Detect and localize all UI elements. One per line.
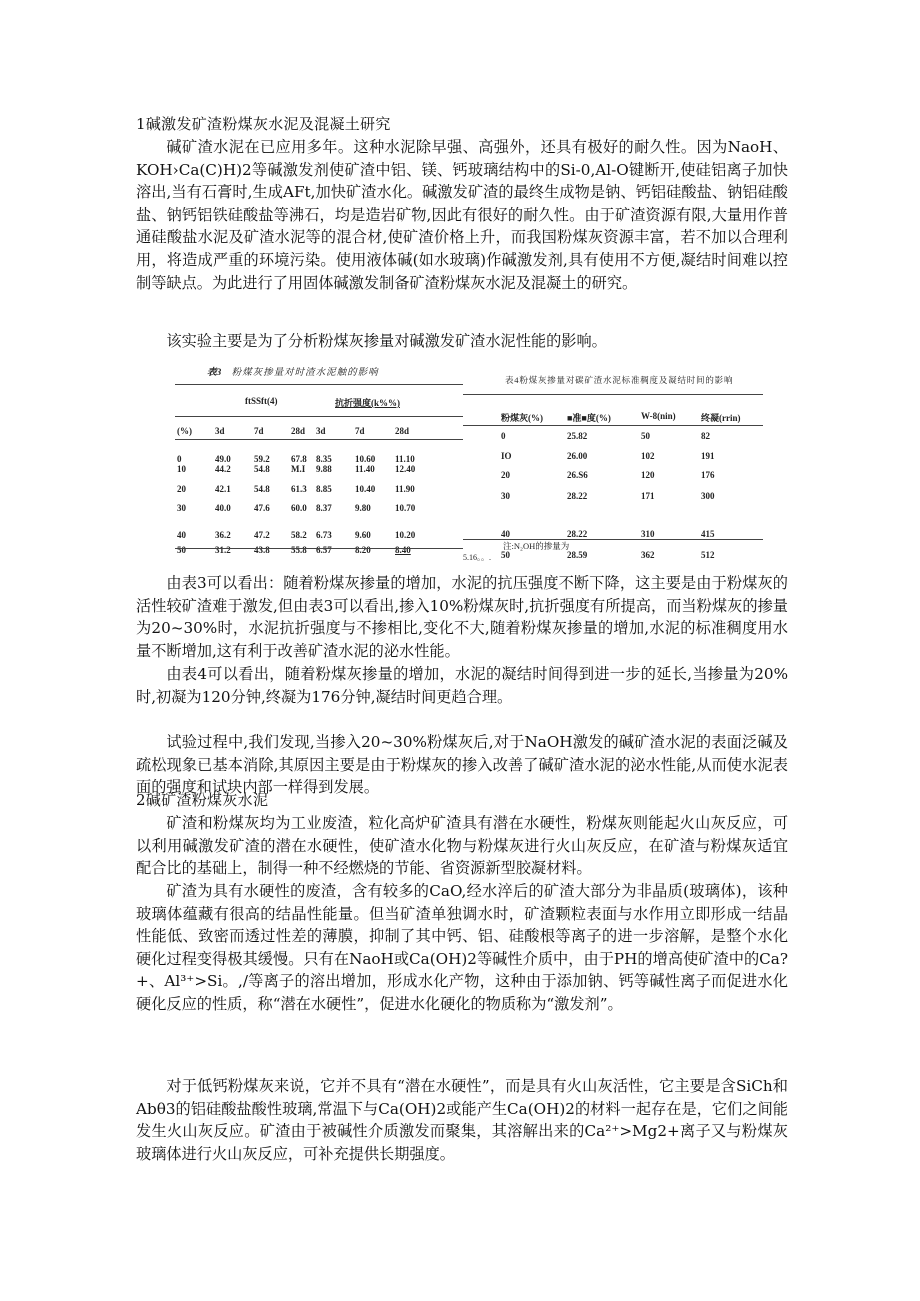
- table4-header-cell: 终凝(rrin): [701, 413, 741, 423]
- table4-cell: 28.22: [567, 491, 588, 501]
- table4-cell: 176: [701, 470, 715, 480]
- table4-header-cell: ■准■度(%): [567, 413, 611, 423]
- table3-cell: 6.73: [316, 530, 332, 540]
- table3-cell: 58.2: [291, 530, 307, 540]
- table3-header-cell: 3d: [316, 426, 326, 436]
- table3-cell: 6.57: [316, 545, 332, 555]
- table3-header-cell: 28d: [395, 426, 410, 436]
- table3-cell: 40: [177, 530, 186, 540]
- table4-cell: 40: [501, 529, 510, 539]
- section-title-1: 1碱激发矿渣粉煤灰水泥及混凝土研究: [136, 115, 391, 133]
- table3-cell: 31.2: [215, 545, 231, 555]
- table3-cell: 59.2: [254, 454, 270, 464]
- table3-cell: 9.88: [316, 464, 332, 474]
- table4-header-cell: 粉煤灰(%): [501, 413, 543, 423]
- table3-cell: 47.2: [254, 530, 270, 540]
- table4-cell: 30: [501, 491, 510, 501]
- table4-cell: 26.S6: [567, 470, 588, 480]
- table3-group-compressive: ftSSft(4): [245, 396, 278, 406]
- table3-header-cell: 7d: [254, 426, 264, 436]
- table4-cell: 28.22: [567, 529, 588, 539]
- table3-cell: 54.8: [254, 464, 270, 474]
- table4-caption: 表4粉煤灰掺量对碳矿渣水泥标准稠度及凝结时间的影响: [505, 375, 734, 385]
- table4-cell: 20: [501, 470, 510, 480]
- table4-cell: 50: [641, 431, 650, 441]
- table3-footnote: 5.16。。.: [463, 553, 491, 562]
- table3-cell: 12.40: [395, 464, 416, 474]
- paragraph-test-observation: 试验过程中,我们发现,当掺入20~30%粉煤灰后,对于NaOH激发的碱矿渣水泥的表面泛碱及疏松现象已基本消除,其原因主要是由于粉煤灰的掺入改善了碱矿渣水泥的泌水性能,从而使水泥表面的强度和试块内部一样得到发展。: [136, 733, 788, 797]
- table3-header-cell: (%): [177, 426, 192, 436]
- table4-cell: 120: [641, 470, 655, 480]
- table3-cell: 54.8: [254, 484, 270, 494]
- table3-cell: 9.60: [355, 530, 371, 540]
- table3-cell: 50: [177, 545, 186, 555]
- table3-cell: 10.70: [395, 503, 416, 513]
- paragraph-pozzolanic: 对于低钙粉煤灰来说，它并不具有“潜在水硬性”，而是具有火山灰活性，它主要是含SiCh和Abθ3的铝硅酸盐酸性玻璃,常温下与Ca(OH)2或能产生Ca(OH)2的材料一起存在是，它们之间能发生火山灰反应。矿渣由于被碱性介质激发而聚集，其溶解出来的Ca²⁺>Mg2+离子又与粉煤灰玻璃体进行火山灰反应，可补充提供长期强度。: [136, 1077, 788, 1163]
- table3-cell: 11.40: [355, 464, 375, 474]
- table3-cell: 40.0: [215, 503, 231, 513]
- table3-label: 表3: [207, 368, 222, 378]
- table3-cell: 8.85: [316, 484, 332, 494]
- paragraph-table4-analysis: 由表4可以看出，随着粉煤灰掺量的增加，水泥的凝结时间得到进一步的延长,当掺量为20%时,初凝为120分钟,终凝为176分钟,凝结时间更趋合理。: [136, 665, 788, 706]
- table4-cell: 171: [641, 491, 655, 501]
- table4-cell: 82: [701, 431, 710, 441]
- paragraph-slag-flyash: 矿渣和粉煤灰均为工业废渣，粒化高炉矿渣具有潜在水硬性，粉煤灰则能起火山灰反应，可以利用碱激发矿渣的潜在水硬性，使矿渣水化物与粉煤灰进行火山灰反应，在矿渣与粉煤灰适宜配合比的基础上，制得一种不经燃烧的节能、省资源新型胶凝材料。: [136, 814, 788, 878]
- table4-cell: 102: [641, 451, 655, 461]
- table3-header-cell: 7d: [355, 426, 365, 436]
- table4-cell: 50: [501, 550, 510, 560]
- table3-cell: 49.0: [215, 454, 231, 464]
- table3-cell: 44.2: [215, 464, 231, 474]
- paragraph-table3-analysis: 由表3可以看出：随着粉煤灰掺量的增加，水泥的抗压强度不断下降，这主要是由于粉煤灰的活性较矿渣难于激发,但由表3可以看出,掺入10%粉煤灰时,抗折强度有所提高，而当粉煤灰的掺量为20~30%时，水泥抗折强度与不掺相比,变化不大,随着粉煤灰掺量的增加,水泥的标准稠度用水量不断增加,这有利于改善矿渣水泥的泌水性能。: [136, 574, 788, 660]
- table4-note: 注:N₂OH的掺量为: [503, 541, 570, 551]
- paragraph-alkali-slag-intro: 碱矿渣水泥在已应用多年。这种水泥除早强、高强外，还具有极好的耐久性。因为NaoH、KOH›Ca(C)H)2等碱激发剂使矿渣中铝、镁、钙玻璃结构中的Si-0,Al-O键断开,使硅铝离子加快溶出,当有石膏时,生成AFt,加快矿渣水化。碱激发矿渣的最终生成物是钠、钙铝硅酸盐、钠铝硅酸盐、钠钙铝铁硅酸盐等沸石，均是造岩矿物,因此有很好的耐久性。由于矿渣资源有限,大量用作普通硅酸盐水泥及矿渣水泥等的混合材,使矿渣价格上升，而我国粉煤灰资源丰富，若不加以合理利用，将造成严重的环境污染。使用液体碱(如水玻璃)作碱激发剂,具有使用不方便,凝结时间难以控制等缺点。为此进行了用固体碱激发制备矿渣粉煤灰水泥及混凝土的研究。: [136, 138, 788, 292]
- table3-cell: 10.40: [355, 484, 376, 494]
- table3-cell: 47.6: [254, 503, 270, 513]
- table3-header-cell: 28d: [291, 426, 306, 436]
- table4-cell: IO: [501, 451, 512, 461]
- table-3: [175, 364, 491, 562]
- table3-cell: 10.60: [355, 454, 376, 464]
- table3-caption-text: 粉煤灰掺量对时渣水泥触的影响: [231, 368, 379, 378]
- table4-cell: 310: [641, 529, 655, 539]
- table4-header-rule: [463, 425, 763, 426]
- table3-caption: [207, 364, 379, 378]
- table4-header-cell: W-8(nin): [641, 411, 676, 421]
- table3-cell: 8.40: [395, 545, 411, 555]
- paragraph-experiment-purpose: 该实验主要是为了分析粉煤灰掺量对碱激发矿渣水泥性能的影响。: [166, 332, 607, 350]
- table4-cell: 415: [701, 529, 715, 539]
- table3-header-cell: 3d: [215, 426, 225, 436]
- table4-cell: 0: [501, 431, 506, 441]
- table3-cell: M.I: [291, 464, 306, 474]
- table-4: [463, 374, 763, 558]
- table3-cell: 42.1: [215, 484, 231, 494]
- table3-sub-rule: [175, 416, 463, 417]
- table3-cell: 30: [177, 503, 186, 513]
- table3-header-rule: [175, 439, 463, 440]
- table4-cell: 28.59: [567, 550, 588, 560]
- paragraph-latent-hydraulicity: 矿渣为具有水硬性的废渣，含有较多的CaO,经水淬后的矿渣大部分为非晶质(玻璃体)，该种玻璃体蕴藏有很高的结晶性能量。但当矿渣单独调水时，矿渣颗粒表面与水作用立即形成一结晶性能低、致密而透过性差的薄膜，抑制了其中钙、铝、硅酸根等离子的进一步溶解，是整个水化硬化过程变得极其缓慢。只有在NaoH或Ca(OH)2等碱性介质中，由于PH的增高使矿渣中的Ca?+、Al³⁺>Si。,/等离子的溶出增加，形成水化产物，这种由于添加钠、钙等碱性离子而促进水化硬化反应的性质，称“潜在水硬性”，促进水化硬化的物质称为“激发剂”。: [136, 882, 788, 1013]
- table4-cell: 25.82: [567, 431, 588, 441]
- table3-cell: 61.3: [291, 484, 307, 494]
- table3-top-rule: [175, 384, 463, 385]
- table3-group-flexural: 抗折强度(k%%): [335, 398, 400, 408]
- table3-cell: 8.37: [316, 503, 332, 513]
- table3-cell: 11.90: [395, 484, 415, 494]
- section-title-2: 2碱矿渣粉煤灰水泥: [136, 791, 269, 809]
- table3-cell: 0: [177, 454, 182, 464]
- table4-cell: 191: [701, 451, 715, 461]
- table3-cell: 11.10: [395, 454, 415, 464]
- table3-cell: 60.0: [291, 503, 307, 513]
- table3-cell: 20: [177, 484, 186, 494]
- table4-cell: 300: [701, 491, 715, 501]
- table3-cell: 8.35: [316, 454, 332, 464]
- table3-bottom-rule: [175, 548, 463, 549]
- table3-cell: 8.20: [355, 545, 371, 555]
- table4-cell: 512: [701, 550, 715, 560]
- table3-cell: 67.8: [291, 454, 307, 464]
- table3-cell: 9.80: [355, 503, 371, 513]
- table4-top-rule: [463, 394, 763, 395]
- table3-cell: 36.2: [215, 530, 231, 540]
- table3-cell: 10: [177, 464, 186, 474]
- table3-cell: 55.8: [291, 545, 307, 555]
- table4-cell: 362: [641, 550, 655, 560]
- table3-cell: 43.8: [254, 545, 270, 555]
- table4-cell: 26.00: [567, 451, 588, 461]
- table3-cell: 10.20: [395, 530, 416, 540]
